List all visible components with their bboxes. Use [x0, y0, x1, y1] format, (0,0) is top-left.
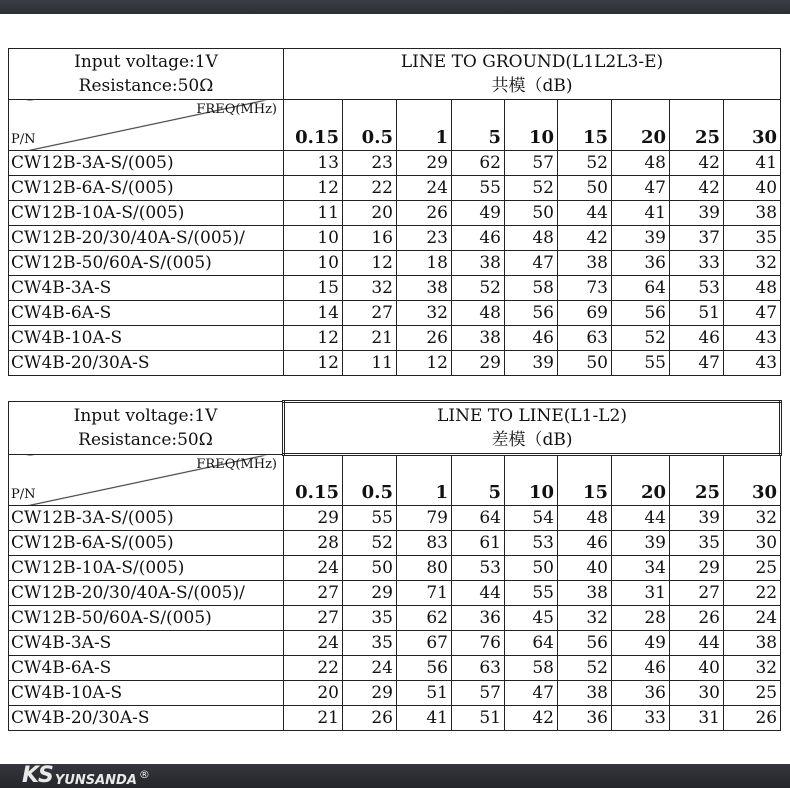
- attenuation-value-cell: 41: [724, 151, 781, 176]
- attenuation-value-cell: 38: [558, 581, 612, 606]
- attenuation-value-cell: 44: [452, 581, 505, 606]
- attenuation-value-cell: 28: [612, 606, 670, 631]
- freq-header: 0.15: [284, 100, 343, 151]
- freq-header: 15: [558, 455, 612, 506]
- attenuation-value-cell: 52: [558, 656, 612, 681]
- attenuation-value-cell: 50: [558, 351, 612, 376]
- part-number-cell: CW4B-20/30A-S: [9, 351, 284, 376]
- attenuation-value-cell: 38: [724, 201, 781, 226]
- attenuation-value-cell: 10: [284, 226, 343, 251]
- attenuation-value-cell: 21: [343, 326, 397, 351]
- attenuation-value-cell: 47: [505, 251, 558, 276]
- attenuation-value-cell: 32: [724, 506, 781, 531]
- attenuation-value-cell: 13: [284, 151, 343, 176]
- resistance-label: Resistance:50Ω: [78, 76, 214, 96]
- attenuation-value-cell: 38: [452, 326, 505, 351]
- attenuation-value-cell: 48: [452, 301, 505, 326]
- attenuation-value-cell: 48: [558, 506, 612, 531]
- table-row: [9, 581, 781, 606]
- attenuation-value-cell: 47: [505, 681, 558, 706]
- attenuation-value-cell: 32: [724, 656, 781, 681]
- attenuation-value-cell: 69: [558, 301, 612, 326]
- title-line: LINE TO LINE(L1-L2): [437, 406, 627, 426]
- freq-header: 5: [452, 455, 505, 506]
- attenuation-value-cell: 49: [612, 631, 670, 656]
- attenuation-value-cell: 38: [397, 276, 452, 301]
- attenuation-value-cell: 41: [612, 201, 670, 226]
- freq-label: FREQ(MHz): [196, 102, 277, 117]
- attenuation-value-cell: 31: [670, 706, 724, 731]
- freq-header: 0.15: [284, 455, 343, 506]
- part-number-cell: CW4B-6A-S: [9, 656, 284, 681]
- part-number-cell: CW12B-3A-S/(005): [9, 151, 284, 176]
- logo-mark: KS: [22, 763, 53, 788]
- title-line: LINE TO GROUND(L1L2L3-E): [400, 52, 664, 72]
- attenuation-value-cell: 24: [284, 631, 343, 656]
- freq-header: 10: [505, 455, 558, 506]
- freq-header: 25: [670, 455, 724, 506]
- attenuation-value-cell: 51: [452, 706, 505, 731]
- attenuation-value-cell: 29: [670, 556, 724, 581]
- attenuation-value-cell: 24: [284, 556, 343, 581]
- attenuation-value-cell: 32: [343, 276, 397, 301]
- attenuation-value-cell: 52: [612, 326, 670, 351]
- attenuation-value-cell: 34: [612, 556, 670, 581]
- attenuation-value-cell: 29: [284, 506, 343, 531]
- attenuation-value-cell: 46: [670, 326, 724, 351]
- attenuation-value-cell: 26: [670, 606, 724, 631]
- line-to-line-table: [8, 400, 782, 731]
- freq-header: 0.5: [343, 455, 397, 506]
- attenuation-value-cell: 38: [724, 631, 781, 656]
- registered-mark: ®: [138, 768, 150, 781]
- part-number-cell: CW4B-20/30A-S: [9, 706, 284, 731]
- attenuation-value-cell: 37: [670, 226, 724, 251]
- part-number-cell: CW12B-50/60A-S/(005): [9, 606, 284, 631]
- attenuation-value-cell: 49: [452, 201, 505, 226]
- attenuation-value-cell: 12: [284, 326, 343, 351]
- attenuation-value-cell: 55: [343, 506, 397, 531]
- attenuation-value-cell: 32: [397, 301, 452, 326]
- part-number-cell: CW4B-10A-S: [9, 681, 284, 706]
- attenuation-value-cell: 31: [612, 581, 670, 606]
- part-number-cell: CW12B-50/60A-S/(005): [9, 251, 284, 276]
- freq-header: 10: [505, 100, 558, 151]
- attenuation-value-cell: 42: [558, 226, 612, 251]
- table-title: [284, 49, 781, 100]
- attenuation-value-cell: 47: [724, 301, 781, 326]
- attenuation-value-cell: 42: [505, 706, 558, 731]
- frequency-header-row: [9, 455, 781, 506]
- freq-header: 1: [397, 100, 452, 151]
- attenuation-value-cell: 46: [452, 226, 505, 251]
- attenuation-value-cell: 39: [670, 506, 724, 531]
- attenuation-value-cell: 46: [505, 326, 558, 351]
- attenuation-value-cell: 56: [505, 301, 558, 326]
- attenuation-value-cell: 53: [670, 276, 724, 301]
- attenuation-value-cell: 64: [452, 506, 505, 531]
- attenuation-value-cell: 35: [670, 531, 724, 556]
- attenuation-value-cell: 27: [670, 581, 724, 606]
- table-row: [9, 276, 781, 301]
- attenuation-value-cell: 35: [343, 606, 397, 631]
- table-row: [9, 606, 781, 631]
- freq-header: 25: [670, 100, 724, 151]
- attenuation-value-cell: 24: [397, 176, 452, 201]
- attenuation-value-cell: 30: [724, 531, 781, 556]
- attenuation-value-cell: 28: [284, 531, 343, 556]
- input-voltage-label: Input voltage:1V: [73, 406, 218, 426]
- table-row: [9, 326, 781, 351]
- part-number-cell: CW12B-6A-S/(005): [9, 176, 284, 201]
- attenuation-value-cell: 39: [505, 351, 558, 376]
- attenuation-value-cell: 50: [343, 556, 397, 581]
- table-row: [9, 506, 781, 531]
- attenuation-value-cell: 23: [343, 151, 397, 176]
- part-number-cell: CW12B-20/30/40A-S/(005)/: [9, 226, 284, 251]
- attenuation-value-cell: 51: [397, 681, 452, 706]
- attenuation-value-cell: 26: [397, 326, 452, 351]
- attenuation-value-cell: 47: [612, 176, 670, 201]
- attenuation-value-cell: 16: [343, 226, 397, 251]
- attenuation-value-cell: 46: [612, 656, 670, 681]
- attenuation-value-cell: 54: [505, 506, 558, 531]
- table-row: [9, 301, 781, 326]
- table-row: [9, 201, 781, 226]
- freq-header: 20: [612, 455, 670, 506]
- attenuation-value-cell: 21: [284, 706, 343, 731]
- attenuation-value-cell: 20: [284, 681, 343, 706]
- freq-header: 30: [724, 455, 781, 506]
- attenuation-value-cell: 48: [724, 276, 781, 301]
- attenuation-value-cell: 20: [343, 201, 397, 226]
- attenuation-value-cell: 52: [558, 151, 612, 176]
- table-row: [9, 556, 781, 581]
- attenuation-value-cell: 38: [452, 251, 505, 276]
- freq-header: 30: [724, 100, 781, 151]
- attenuation-value-cell: 39: [612, 226, 670, 251]
- attenuation-value-cell: 55: [452, 176, 505, 201]
- attenuation-value-cell: 63: [452, 656, 505, 681]
- freq-header: 1: [397, 455, 452, 506]
- freq-header: 15: [558, 100, 612, 151]
- attenuation-value-cell: 40: [558, 556, 612, 581]
- attenuation-value-cell: 29: [452, 351, 505, 376]
- attenuation-value-cell: 27: [284, 606, 343, 631]
- line-to-ground-table: [8, 48, 781, 376]
- attenuation-value-cell: 36: [612, 681, 670, 706]
- freq-label: FREQ(MHz): [196, 457, 277, 472]
- part-number-cell: CW12B-10A-S/(005): [9, 556, 284, 581]
- part-number-cell: CW12B-10A-S/(005): [9, 201, 284, 226]
- data-rows: [9, 151, 781, 376]
- table-row: [9, 706, 781, 731]
- attenuation-value-cell: 39: [612, 531, 670, 556]
- table-row: [9, 351, 781, 376]
- attenuation-value-cell: 48: [505, 226, 558, 251]
- title-subline: 共模（dB): [491, 76, 573, 96]
- data-rows: [9, 506, 781, 731]
- table-row: [9, 176, 781, 201]
- part-number-cell: CW4B-3A-S: [9, 276, 284, 301]
- attenuation-value-cell: 29: [343, 681, 397, 706]
- attenuation-value-cell: 12: [284, 176, 343, 201]
- attenuation-value-cell: 11: [284, 201, 343, 226]
- attenuation-value-cell: 27: [284, 581, 343, 606]
- attenuation-value-cell: 43: [724, 351, 781, 376]
- attenuation-value-cell: 36: [452, 606, 505, 631]
- test-conditions: [9, 402, 284, 455]
- attenuation-value-cell: 24: [724, 606, 781, 631]
- attenuation-value-cell: 27: [343, 301, 397, 326]
- attenuation-value-cell: 29: [343, 581, 397, 606]
- attenuation-value-cell: 32: [558, 606, 612, 631]
- attenuation-value-cell: 32: [724, 251, 781, 276]
- table-row: [9, 631, 781, 656]
- attenuation-value-cell: 41: [397, 706, 452, 731]
- attenuation-value-cell: 44: [558, 201, 612, 226]
- attenuation-value-cell: 80: [397, 556, 452, 581]
- attenuation-value-cell: 61: [452, 531, 505, 556]
- attenuation-value-cell: 50: [505, 201, 558, 226]
- attenuation-value-cell: 63: [558, 326, 612, 351]
- input-voltage-label: Input voltage:1V: [74, 52, 218, 72]
- attenuation-value-cell: 53: [452, 556, 505, 581]
- attenuation-value-cell: 57: [505, 151, 558, 176]
- attenuation-value-cell: 36: [558, 706, 612, 731]
- part-number-cell: CW12B-6A-S/(005): [9, 531, 284, 556]
- attenuation-value-cell: 62: [397, 606, 452, 631]
- attenuation-value-cell: 33: [670, 251, 724, 276]
- frequency-header-row: [9, 100, 781, 151]
- attenuation-value-cell: 12: [284, 351, 343, 376]
- attenuation-value-cell: 62: [452, 151, 505, 176]
- table-title: [284, 402, 781, 455]
- attenuation-value-cell: 48: [612, 151, 670, 176]
- attenuation-value-cell: 52: [452, 276, 505, 301]
- attenuation-value-cell: 12: [397, 351, 452, 376]
- attenuation-value-cell: 83: [397, 531, 452, 556]
- resistance-label: Resistance:50Ω: [78, 430, 213, 450]
- attenuation-value-cell: 40: [670, 656, 724, 681]
- table-row: [9, 251, 781, 276]
- part-number-cell: CW12B-20/30/40A-S/(005)/: [9, 581, 284, 606]
- attenuation-value-cell: 56: [612, 301, 670, 326]
- part-number-cell: CW4B-6A-S: [9, 301, 284, 326]
- attenuation-value-cell: 43: [724, 326, 781, 351]
- attenuation-value-cell: 22: [343, 176, 397, 201]
- attenuation-value-cell: 56: [397, 656, 452, 681]
- attenuation-value-cell: 11: [343, 351, 397, 376]
- attenuation-value-cell: 79: [397, 506, 452, 531]
- attenuation-value-cell: 25: [724, 556, 781, 581]
- diagonal-header-cell: [9, 100, 284, 151]
- pn-label: P/N: [11, 487, 36, 502]
- part-number-cell: CW4B-10A-S: [9, 326, 284, 351]
- attenuation-value-cell: 33: [612, 706, 670, 731]
- attenuation-value-cell: 40: [724, 176, 781, 201]
- attenuation-value-cell: 30: [670, 681, 724, 706]
- attenuation-value-cell: 53: [505, 531, 558, 556]
- attenuation-value-cell: 55: [505, 581, 558, 606]
- part-number-cell: CW12B-3A-S/(005): [9, 506, 284, 531]
- attenuation-value-cell: 12: [343, 251, 397, 276]
- attenuation-value-cell: 22: [284, 656, 343, 681]
- part-number-cell: CW4B-3A-S: [9, 631, 284, 656]
- attenuation-value-cell: 71: [397, 581, 452, 606]
- table-header-row: [9, 402, 781, 455]
- attenuation-value-cell: 47: [670, 351, 724, 376]
- diagonal-header-cell: [9, 455, 284, 506]
- pn-label: P/N: [11, 132, 36, 147]
- attenuation-value-cell: 35: [343, 631, 397, 656]
- attenuation-value-cell: 35: [724, 226, 781, 251]
- attenuation-value-cell: 50: [505, 556, 558, 581]
- attenuation-value-cell: 73: [558, 276, 612, 301]
- attenuation-value-cell: 26: [343, 706, 397, 731]
- attenuation-value-cell: 46: [558, 531, 612, 556]
- attenuation-value-cell: 50: [558, 176, 612, 201]
- brand-logo: [22, 764, 150, 788]
- attenuation-value-cell: 44: [612, 506, 670, 531]
- top-banner: [0, 0, 790, 14]
- attenuation-value-cell: 38: [558, 251, 612, 276]
- attenuation-value-cell: 76: [452, 631, 505, 656]
- attenuation-value-cell: 64: [612, 276, 670, 301]
- attenuation-value-cell: 36: [612, 251, 670, 276]
- attenuation-value-cell: 38: [558, 681, 612, 706]
- attenuation-value-cell: 25: [724, 681, 781, 706]
- attenuation-value-cell: 67: [397, 631, 452, 656]
- attenuation-value-cell: 42: [670, 176, 724, 201]
- title-subline: 差模（dB): [491, 430, 573, 450]
- attenuation-value-cell: 45: [505, 606, 558, 631]
- attenuation-value-cell: 57: [452, 681, 505, 706]
- attenuation-value-cell: 14: [284, 301, 343, 326]
- attenuation-value-cell: 56: [558, 631, 612, 656]
- attenuation-value-cell: 26: [724, 706, 781, 731]
- attenuation-value-cell: 29: [397, 151, 452, 176]
- freq-header: 5: [452, 100, 505, 151]
- attenuation-value-cell: 39: [670, 201, 724, 226]
- attenuation-value-cell: 52: [505, 176, 558, 201]
- attenuation-value-cell: 26: [397, 201, 452, 226]
- table-row: [9, 681, 781, 706]
- attenuation-value-cell: 55: [612, 351, 670, 376]
- attenuation-value-cell: 58: [505, 656, 558, 681]
- attenuation-value-cell: 15: [284, 276, 343, 301]
- attenuation-value-cell: 10: [284, 251, 343, 276]
- freq-header: 0.5: [343, 100, 397, 151]
- attenuation-value-cell: 51: [670, 301, 724, 326]
- attenuation-value-cell: 18: [397, 251, 452, 276]
- attenuation-value-cell: 44: [670, 631, 724, 656]
- attenuation-value-cell: 64: [505, 631, 558, 656]
- table-row: [9, 531, 781, 556]
- table-row: [9, 226, 781, 251]
- attenuation-value-cell: 42: [670, 151, 724, 176]
- attenuation-value-cell: 24: [343, 656, 397, 681]
- table-row: [9, 151, 781, 176]
- table-row: [9, 656, 781, 681]
- attenuation-value-cell: 23: [397, 226, 452, 251]
- freq-header: 20: [612, 100, 670, 151]
- table-header-row: [9, 49, 781, 100]
- test-conditions: [9, 49, 284, 100]
- attenuation-value-cell: 52: [343, 531, 397, 556]
- attenuation-value-cell: 58: [505, 276, 558, 301]
- logo-name: YUNSANDA: [54, 773, 137, 788]
- attenuation-value-cell: 22: [724, 581, 781, 606]
